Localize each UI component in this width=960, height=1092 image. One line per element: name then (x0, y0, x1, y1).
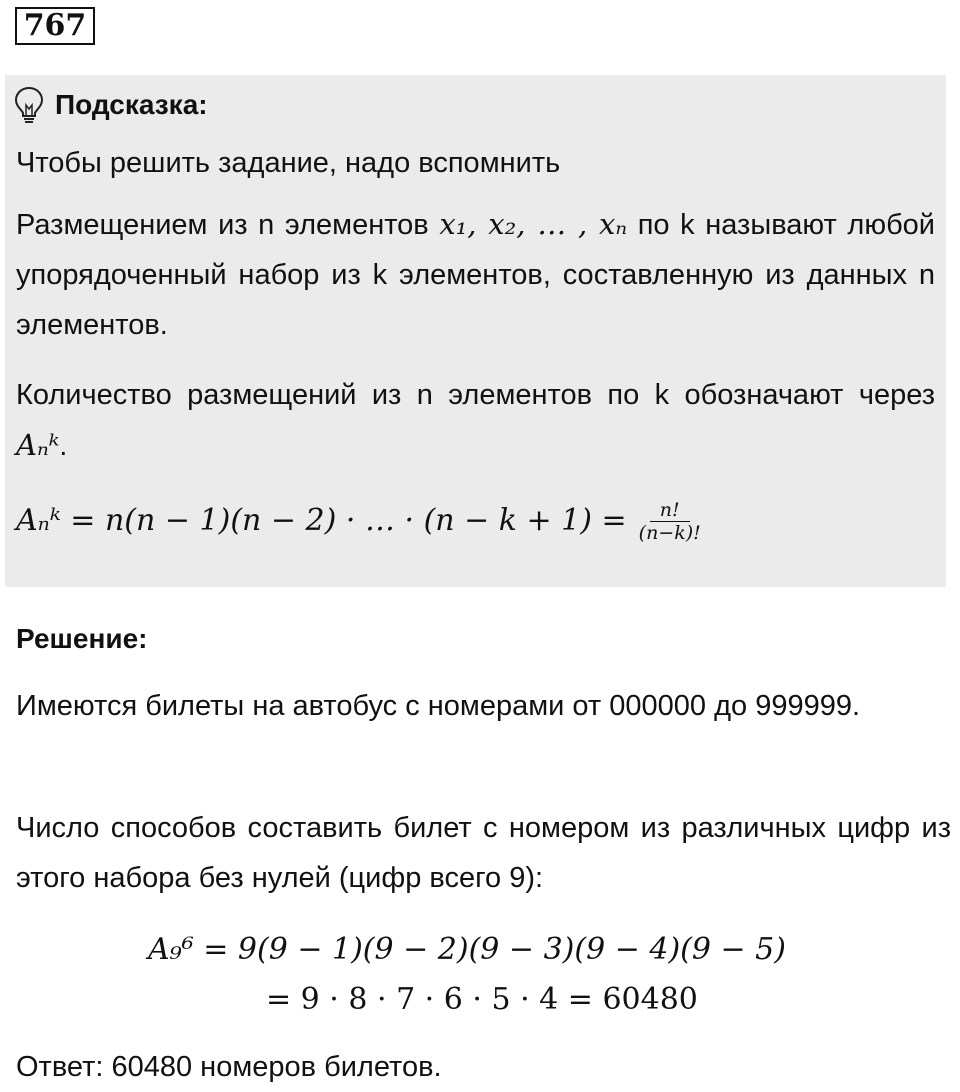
hint-intro: Чтобы решить задание, надо вспомнить (16, 147, 561, 179)
formula-fraction (635, 499, 705, 544)
solution-title: Решение: (16, 623, 148, 654)
count-text: Количество размещений из n элементов по k обозначают через (16, 379, 935, 411)
formula-main: Aₙᵏ = n(n − 1)(n − 2) · … · (n − k + 1) = (16, 503, 627, 538)
count-end: . (59, 430, 68, 462)
equation-line-2: = 9 · 8 · 7 · 6 · 5 · 4 = 60480 (266, 982, 698, 1017)
arrangement-formula (16, 496, 705, 546)
hint-definition (16, 199, 935, 350)
count-symbol: Aₙᵏ (16, 428, 60, 462)
lightbulb-icon (13, 85, 45, 125)
hint-header (13, 84, 208, 126)
fraction-denominator: (n−k)! (638, 521, 701, 544)
answer: Ответ: 60480 номеров билетов. (16, 1051, 442, 1083)
hint-count-notation (16, 370, 935, 471)
definition-variables: x₁, x₂, … , xₙ (439, 207, 628, 241)
solution-paragraph-2: Число способов составить билет с номером из различных цифр из этого набора без нулей (цифр всего 9): (16, 812, 951, 894)
hint-title: Подсказка: (55, 89, 208, 120)
definition-text-start: Размещением из n элементов (16, 209, 440, 241)
equation-line-1: A₉⁶ = 9(9 − 1)(9 − 2)(9 − 3)(9 − 4)(9 − 5) (148, 932, 786, 967)
solution-paragraph-1: Имеются билеты на автобус с номерами от 000000 до 999999. (16, 690, 861, 722)
task-number: 767 (15, 7, 95, 45)
definition-text-end: по k называют любой упорядоченный набор из k элементов, составленную из данных n элементов. (16, 209, 936, 341)
fraction-numerator: n! (650, 499, 690, 522)
solution-equation (148, 925, 786, 1025)
